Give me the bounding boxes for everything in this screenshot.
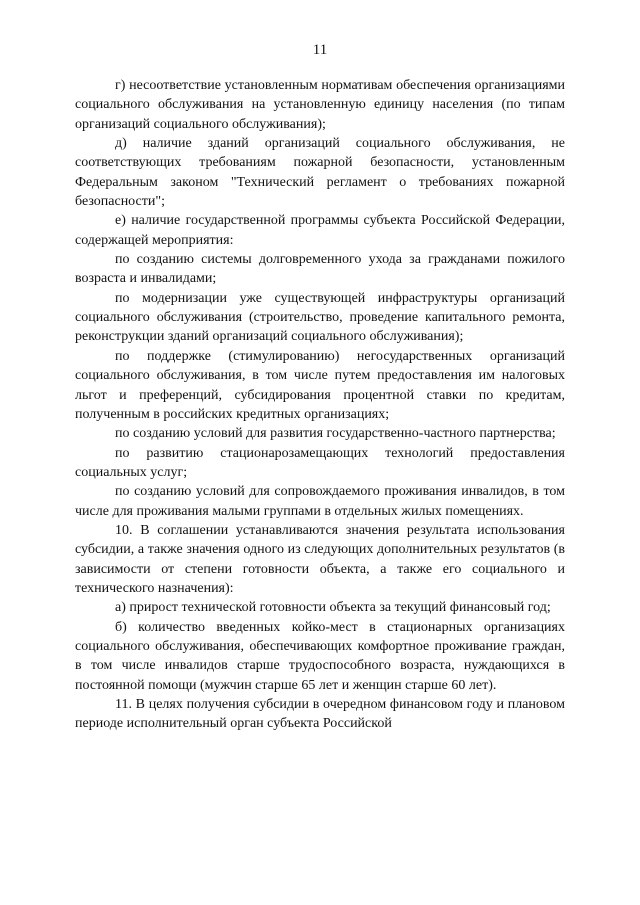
document-body [75, 76, 565, 734]
page-number: 11 [312, 42, 328, 58]
paragraph-e: е) наличие государственной программы субъекта Российской Федерации, содержащей мероприятия: [75, 213, 565, 248]
paragraph-assisted-living: по созданию условий для сопровождаемого проживания инвалидов, в том числе для проживания малыми группами в отдельных жилых помещениях. [75, 484, 565, 519]
paragraph-d: д) наличие зданий организаций социального обслуживания, не соответствующих требованиям пожарной безопасности, установленным Федеральным законом "Технический регламент о требованиях пожарной безопасности"; [75, 136, 565, 210]
paragraph-b: б) количество введенных койко-мест в стационарных организациях социального обслуживания, обеспечивающих комфортное проживание граждан, в том числе инвалидов старше трудоспособного возраста, нуждающихся в постоянной помощи (мужчин старше 65 лет и женщин старше 60 лет). [75, 619, 565, 693]
paragraph-long-term-care: по созданию системы долговременного ухода за гражданами пожилого возраста и инвалидами; [75, 252, 565, 287]
paragraph-11: 11. В целях получения субсидии в очередном финансовом году и плановом периоде исполнительный орган субъекта Российской [75, 697, 565, 732]
paragraph-10: 10. В соглашении устанавливаются значения результата использования субсидии, а также значения одного из следующих дополнительных результатов (в зависимости от степени готовности объекта, а также его социального и технического назначения): [75, 522, 565, 596]
paragraph-g: г) несоответствие установленным нормативам обеспечения организациями социального обслуживания на установленную единицу населения (по типам организаций социального обслуживания); [75, 78, 565, 132]
paragraph-stationary-replacement: по развитию стационарозамещающих технологий предоставления социальных услуг; [75, 445, 565, 480]
paragraph-modernization: по модернизации уже существующей инфраструктуры организаций социального обслуживания (строительство, проведение капитального ремонта, реконструкции зданий организаций социального обслуживания); [75, 290, 565, 345]
paragraph-ppp: по созданию условий для развития государственно-частного партнерства; [115, 426, 556, 442]
paragraph-a: а) прирост технической готовности объекта за текущий финансовый год; [115, 600, 551, 616]
paragraph-support-ngo: по поддержке (стимулированию) негосударственных организаций социального обслуживания, в том числе путем предоставления им налоговых льгот и преференций, субсидирования процентной ставки по кредитам, полученным в российских кредитных организациях; [75, 348, 565, 422]
